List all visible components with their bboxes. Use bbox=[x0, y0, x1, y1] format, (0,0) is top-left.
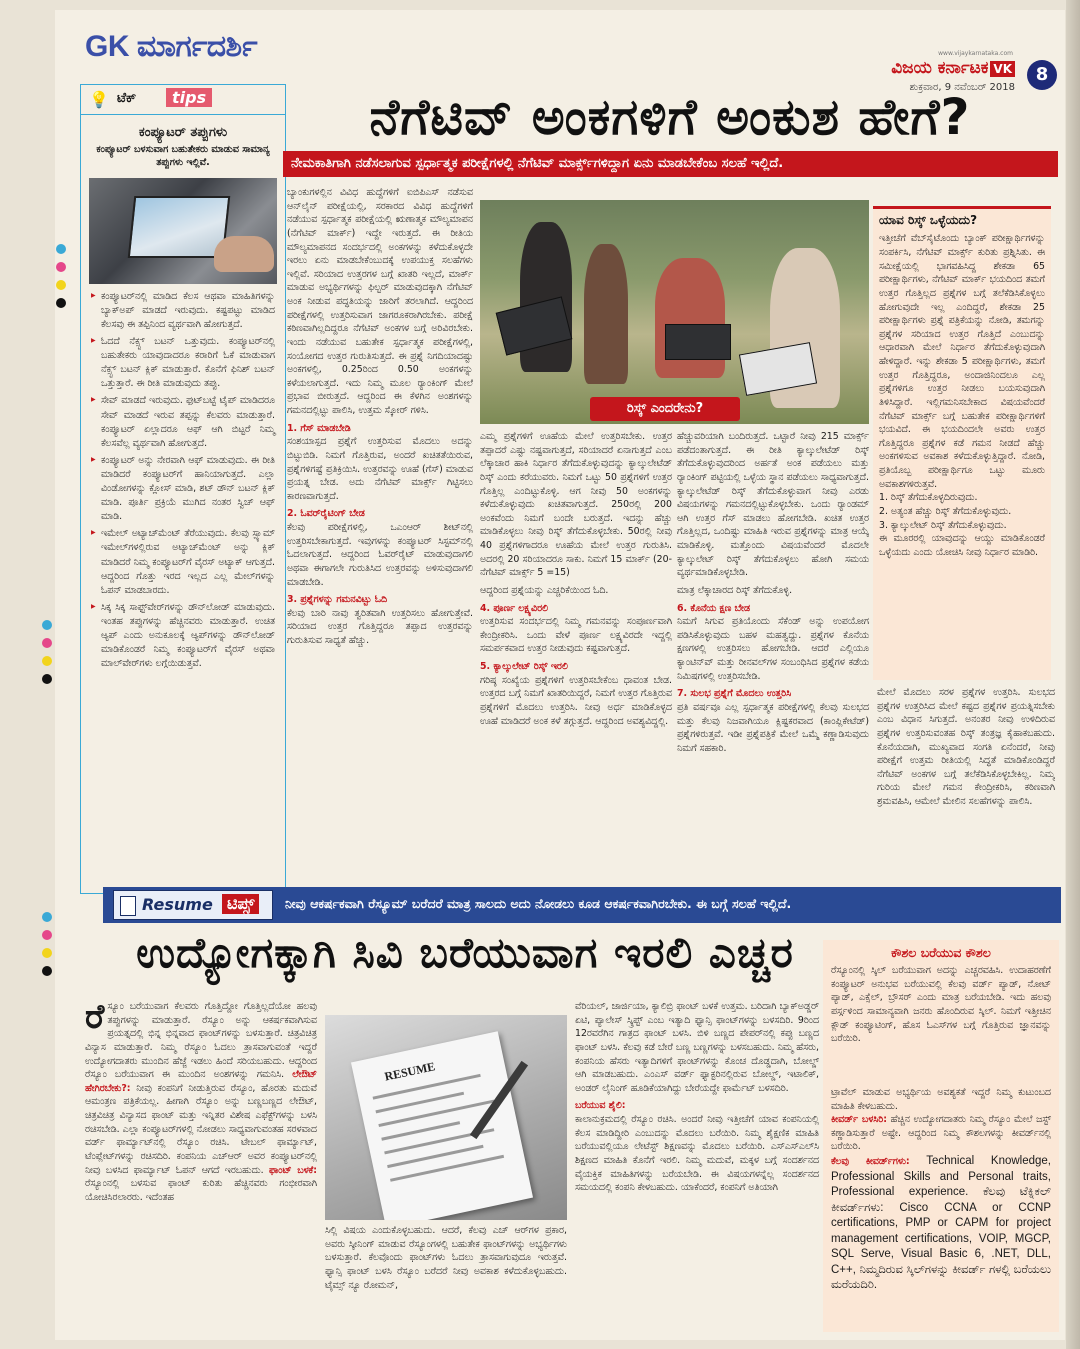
resume-headline: ಉದ್ಯೋಗಕ್ಕಾಗಿ ಸಿವಿ ಬರೆಯುವಾಗ ಇರಲಿ ಎಚ್ಚರ bbox=[136, 928, 794, 977]
resume-word: Resume bbox=[142, 895, 213, 914]
dropcap: ರೆ bbox=[85, 1000, 105, 1037]
document-icon bbox=[120, 896, 136, 916]
resume-column-3 bbox=[575, 1000, 819, 1332]
lightbulb-icon: 💡 bbox=[89, 90, 109, 109]
resume-tag bbox=[113, 890, 273, 920]
article-body: ಎಮ್ಮ ಪ್ರಶ್ನೆಗಳಿಗೆ ಊಹೆಯ ಮೇಲೆ ಉತ್ತರಿಸಬೇಕು. ಉತ್ತರ ತಪ್ಪಾದರೆ ಎಷ್ಟು ನಷ್ಟವಾಗುತ್ತದೆ, ಸರಿಯಾದರೆ ಏನಾಗುತ್ತದೆ ಎಂಬ ಲೆಕ್ಕಾಚಾರ ಹಾಕಿ ನಿರ್ಧಾರ ತೆಗೆದುಕೊಳ್ಳುವುದನ್ನು ಕ್ಯಾಲ್ಕುಲೇಟೆಡ್ ರಿಸ್ಕ್ ಎಂದು ಕರೆಯುವರು. ನಿಮಗೆ ಒಟ್ಟು 50 ಪ್ರಶ್ನೆಗಳಿಗೆ ಉತ್ತರ ಗೊತ್ತಿಲ್ಲ ಎಂದಿಟ್ಟುಕೊಳ್ಳಿ. ಆಗ ನೀವು 50 ಅಂಕಗಳನ್ನು ಕಳೆದುಕೊಳ್ಳುವುದು ಖಚಿತವಾಗುತ್ತದೆ. 250ರಲ್ಲಿ 200 ಅಂಕವೆಂದು ನಿಮಗೆ ಬಂದೇ ಬರುತ್ತದೆ. ಇದನ್ನು ಹೆಚ್ಚು ಮಾಡಿಕೊಳ್ಳಲು ನೀವು ರಿಸ್ಕ್ ತೆಗೆದುಕೊಳ್ಳಬೇಕು. 50ರಲ್ಲಿ ನೀವು 40 ಪ್ರಶ್ನೆಗಳಿಗಾದರೂ ಊಹೆಯ ಮೇಲೆ ಉತ್ತರ ಗುರುತಿಸಿ. ಅದರಲ್ಲಿ 20 ಸರಿಯಾದರೂ ಸಾಕು. ನಿಮಗೆ 15 ಮಾರ್ಕ್ (20-ನೆಗೆಟಿವ್ ಮಾರ್ಕ್ಸ್ 5 =15) bbox=[480, 431, 672, 579]
list-item: ▶ ಸೇವ್ ಮಾಡದೆ ಇರುವುದು. ಫುಟ್‌ಬಟ್ಟೆ ಟೈಪ್ ಮಾಡಿದರೂ ಸೇವ್ ಮಾಡದೆ ಇರುವ ತಪ್ಪನ್ನು ಕೆಲವರು ಮಾಡುತ್ತಾರೆ. ಕಂಪ್ಯೂಟರ್ ಏಲ್ಲಾದರೂ ಆಫ್ ಆಗಿ ಬಿಟ್ಟರೆ ನಿಮ್ಮ ಕೆಲಸವೆಲ್ಲ ವ್ಯರ್ಥವಾಗಿ ಹೋಗುತ್ತದೆ. bbox=[93, 394, 275, 450]
section-heading: 1. ಗೆಸ್ ಮಾಡಬೇಡಿ bbox=[287, 422, 351, 434]
list-item: ▶ ಕಂಪ್ಯೂಟರ್ ಅನ್ನು ನೇರವಾಗಿ ಆಫ್ ಮಾಡುವುದು. ಈ ರೀತಿ ಮಾಡಿದರೆ ಕಂಪ್ಯೂಟರ್‌ಗೆ ಹಾನಿಯಾಗುತ್ತದೆ. ಎಲ್ಲಾ ವಿಂಡೋಗಳನ್ನು ಕ್ಲೋಸ್ ಮಾಡಿ, ಶಟ್ ಡೌನ್ ಬಟನ್ ಕ್ಲಿಕ್ ಮಾಡಿ. ಪೂರ್ತಿ ಪ್ರಕ್ರಿಯೆ ಮುಗಿದ ನಂತರ ಸ್ವಿಚ್ ಆಫ್ ಮಾಡಿ. bbox=[93, 454, 275, 525]
sidebar-title: ಕಂಪ್ಯೂಟರ್ ತಪ್ಪುಗಳು bbox=[138, 125, 228, 140]
tek-label: ಟೆಕ್ bbox=[117, 91, 137, 106]
risk-box-body: ಇತ್ತೀಚೆಗೆ ವೆಬ್‌ಸೈಟೊಂದು ಬ್ಯಾಂಕ್ ಪರೀಕ್ಷಾರ್ಥಿಗಳನ್ನು ಸಂಪರ್ಕಿಸಿ, ನೆಗೆಟಿವ್ ಮಾರ್ಕ್ಸ್ ಕುರಿತು ಪ್ರಶ್ನಿಸಿತು. ಈ ಸಮೀಕ್ಷೆಯಲ್ಲಿ ಭಾಗವಹಿಸಿದ್ದ ಶೇಕಡಾ 65 ಪರೀಕ್ಷಾರ್ಥಿಗಳು, ನೆಗೆಟಿವ್ ಮಾರ್ಕ್ ಭಯದಿಂದ ತಮಗೆ ಉತ್ತರ ಗೊತ್ತಿಲ್ಲದ ಪ್ರಶ್ನೆಗಳ ಬಗ್ಗೆ ತಲೆಕೆಡಿಸಿಕೊಳ್ಳಲು ಹೋಗುವುದೇ ಇಲ್ಲ ಎಂದಿದ್ದರೆ, ಶೇಕಡಾ 25 ಪರೀಕ್ಷಾರ್ಥಿಗಳು ಪ್ರಶ್ನೆ ಪತ್ರಿಕೆಯನ್ನು ನೋಡಿ, ತಮಗನ್ನು ಪ್ರಶ್ನೆಗಳ ಸರಿಯಾದ ಉತ್ತರ ಗೊತ್ತಿದೆ ಎಂಬುದನ್ನು ಆಧಾರವಾಗಿ ಮೇಲೆ ನಿರ್ಧಾರ ತೆಗೆದುಕೊಳ್ಳುವುದಾಗಿ ಹೇಳಿದ್ದಾರೆ. ಇನ್ನು ಶೇಕಡಾ 5 ಪರೀಕ್ಷಾರ್ಥಿಗಳು, ತಮಗೆ ಉತ್ತರ ಗೊತ್ತಿದ್ದರೂ, ಅಂದಾಜಿನಿಂದಲೂ ಎಲ್ಲ ಪ್ರಶ್ನೆಗಳಿಗೂ ಉತ್ತರ ನೀಡಲು ಬಯಸುವುದಾಗಿ ತಿಳಿಸಿದ್ದಾರೆ. ಇಲ್ಲಿಗಮನಿಸಬೇಕಾದ ವಿಷಯವೆಂದರೆ ನೆಗೆಟಿವ್ ಮಾರ್ಕ್ಸ್ ಬಗ್ಗೆ ಬಹುತೇಕ ಪರೀಕ್ಷಾರ್ಥಿಗಳಿಗೆ ಭಯವಿದೆ. ಈ ಭಯದಿಂದಲೇ ಅವರು ಉತ್ತರ ಗೊತ್ತಿದ್ದರೂ ಪ್ರಶ್ನೆಗಳ ಕಡೆ ಗಮನ ನೀಡದೆ ಹೆಚ್ಚು ಅಂಕಗಳಿಸುವ ಅವಕಾಶ ಕಳೆದುಕೊಳ್ಳುತ್ತಿದ್ದಾರೆ. ನೋಡಿ, ಪ್ರತಿಯೊಬ್ಬ ಪರೀಕ್ಷಾರ್ಥಿಗೂ ಒಟ್ಟು ಮೂರು ಅವಕಾಶಗಳಿರುತ್ತವೆ. bbox=[879, 233, 1045, 490]
registration-dot bbox=[42, 912, 52, 922]
section-body: ರೆಸ್ಯೂಂನಲ್ಲಿ ಬಳಸುವ ಫಾಂಟ್ ಕುರಿತು ಹೆಚ್ಚಿನವರು ಗಂಭೀರವಾಗಿ ಯೋಚಿಸಿರಲಾರರು. ಇದೆಂತಹ bbox=[85, 1178, 317, 1203]
registration-dot bbox=[56, 280, 66, 290]
article-column-4 bbox=[877, 686, 1055, 884]
registration-dot bbox=[42, 656, 52, 666]
skills-body: ಟ್ರಾವೆಲ್ ಮಾಡುವ ಅಭ್ಯರ್ಥಿಯ ಅವಶ್ಯಕತೆ ಇದ್ದರೆ ನಿಮ್ಮ ಕುಟುಂಬದ ಮಾಹಿತಿ ಕೇಳಬಹುದು. bbox=[831, 1086, 1051, 1112]
section-heading: 5. ಕ್ಯಾಲ್ಕುಲೇಟ್ ರಿಸ್ಕ್ ಇರಲಿ bbox=[480, 661, 568, 672]
text-line bbox=[390, 1155, 504, 1182]
article-column-1 bbox=[287, 186, 473, 886]
main-subhead: ನೇಮಕಾತಿಗಾಗಿ ನಡೆಸಲಾಗುವ ಸ್ಪರ್ಧಾತ್ಮಕ ಪರೀಕ್ಷೆಗಳಲ್ಲಿ ನೆಗೆಟಿವ್ ಮಾರ್ಕ್ಸ್‌ಗಳಿದ್ದಾಗ ಏನು ಮಾಡಬೇಕೆಂಬ ಸಲಹೆ ಇಲ್ಲಿದೆ. bbox=[283, 151, 1058, 177]
risk-option: 1. ರಿಸ್ಕ್ ತೆಗೆದುಕೊಳ್ಳದಿರುವುದು. bbox=[879, 492, 978, 504]
registration-dot bbox=[42, 620, 52, 630]
skills-box-title: ಕೌಶಲ ಬರೆಯುವ ಕೌಶಲ bbox=[891, 945, 991, 960]
risk-option: 2. ಅತ್ಯಂತ ಹೆಚ್ಚು ರಿಸ್ಕ್ ತೆಗೆದುಕೊಳ್ಳುವುದು. bbox=[879, 505, 1012, 517]
tech-tips-sidebar bbox=[80, 84, 286, 894]
article-body: ಹೆಚ್ಚುವರಿಯಾಗಿ ಬಂದಿರುತ್ತದೆ. ಒಟ್ಟಾರೆ ನೀವು 215 ಮಾರ್ಕ್ಸ್ ಪಡೆದಂತಾಗುತ್ತದೆ. ಈ ರೀತಿ ಕ್ಯಾಲ್ಕುಲೇಟೆಡ್ ರಿಸ್ಕ್ ತೆಗೆದುಕೊಳ್ಳುವುದರಿಂದ ಅರ್ಹತೆ ಅಂಕ ಪಡೆಯಲು ಮತ್ತು ರ್‍ಯಾಂಕಿಂಗ್ ಪಟ್ಟಿಯಲ್ಲಿ ಒಳ್ಳೆಯ ಸ್ಥಾನ ಪಡೆಯಲು ಸಾಧ್ಯವಾಗುತ್ತದೆ. ಕ್ಯಾಲ್ಕುಲೇಟೆಡ್ ರಿಸ್ಕ್ ತೆಗೆದುಕೊಳ್ಳುವಾಗ ನೀವು ಎರಡು ವಿಷಯಗಳನ್ನು ಗಮನದಲ್ಲಿಟ್ಟುಕೊಳ್ಳಬೇಕು. ಒಂದು ರ್‍ಯಾಂಡಮ್ ಆಗಿ ಉತ್ತರ ಗೆಸ್ ಮಾಡಲು ಹೋಗಬೇಡಿ. ಖಚಿತ ಉತ್ತರ ಗೊತ್ತಿಲ್ಲದ, ಒಂದಿಷ್ಟು ಮಾಹಿತಿ ಇರುವ ಪ್ರಶ್ನೆಗಳನ್ನು ಮಾತ್ರ ಆಯ್ಕೆ ಮಾಡಿಕೊಳ್ಳಿ. ಮತ್ತೊಂದು ವಿಷಯವೆಂದರೆ ಮೊದಲೇ ಕ್ಯಾಲ್ಕುಲೇಟ್ ರಿಸ್ಕ್ ತೆಗೆದುಕೊಳ್ಳಲು ಹೋಗಿ ಸಮಯ ವ್ಯರ್ಥಮಾಡಿಕೊಳ್ಳಬೇಡಿ. bbox=[677, 431, 869, 579]
section-body: ಪ್ರತಿ ವರ್ಷವೂ ಎಲ್ಲ ಸ್ಪರ್ಧಾತ್ಮಕ ಪರೀಕ್ಷೆಗಳಲ್ಲಿ ಕೆಲವು ಸುಲಭದ ಮತ್ತು ಕೆಲವು ನಿಜವಾಗಿಯೂ ಕ್ಲಿಷ್ಟಕರವಾದ (ಕಾಂಪ್ಲಿಕೇಟೆಡ್) ಪ್ರಶ್ನೆಗಳಿರುತ್ತವೆ. ಇಡೀ ಪ್ರಶ್ನೆಪತ್ರಿಕೆ ಮೇಲೆ ಒಮ್ಮೆ ಕಣ್ಣಾಡಿಸುವುದು ನಿಮಗೆ ಸಹಕಾರಿ. bbox=[677, 701, 869, 754]
section-heading: 2. ಓವರ್‌ರೈಟಿಂಗ್ ಬೇಡ bbox=[287, 508, 365, 520]
skills-body: ರೆಸ್ಯೂಂನಲ್ಲಿ ಸ್ಕಿಲ್ ಬರೆಯುವಾಗ ಅದನ್ನು ಎಚ್ಚರವಹಿಸಿ. ಉದಾಹರಣೆಗೆ ಕಂಪ್ಯೂಟರ್ ಅನುಭವ ಬರೆಯುವಲ್ಲಿ ಕೆಲವು ವರ್ಡ್ ಪ್ಯಾಡ್, ನೋಟ್ ಪ್ಯಾಡ್, ಎಕ್ಸೆಲ್, ಬ್ರೌಸರ್ ಎಂದು ಮಾತ್ರ ಬರೆಯಬೇಡಿ. ಇದು ಹಲವು ಪರ್ಸ್ಗಳಿಂದ ಸಾಮಾನ್ಯವಾಗಿ ಜನರು ಹೊಂದಿರುವ ಸ್ಕಿಲ್. ನಿಮಗೆ ಇತ್ತೀಚಿನ ಕ್ಲೌಡ್ ಕಂಪ್ಯೂಟಿಂಗ್, ಹೊಸ ಓಎಸ್‌ಗಳ ಬಗ್ಗೆ ಗೊತ್ತಿರುವ ಜ್ಞಾನವನ್ನು ಬರೆಯಿರಿ. bbox=[831, 965, 1051, 1045]
student-figure bbox=[655, 258, 725, 378]
resume-sheet-title: RESUME bbox=[383, 1059, 437, 1084]
article-column-3 bbox=[677, 430, 869, 886]
section-body: ಹೆಚ್ಚಿನ ಉದ್ಯೋಗದಾತರು ನಿಮ್ಮ ರೆಸ್ಯೂಂ ಮೇಲೆ ಜಸ್ಟ್ ಕಣ್ಣಾಡಿಸುತ್ತಾರೆ ಅಷ್ಟೇ. ಆದ್ದರಿಂದ ನಿಮ್ಮ ಕೌಶಲಗಳನ್ನು ಕೀವರ್ಡ್‌ನಲ್ಲಿ ಬರೆಯಿರಿ. bbox=[831, 1114, 1051, 1153]
laptop-shape bbox=[665, 324, 731, 360]
registration-dot bbox=[42, 930, 52, 940]
section-heading: ಬರೆಯುವ ಶೈಲಿ: bbox=[575, 1100, 626, 1112]
registration-dot bbox=[42, 966, 52, 976]
laptop-photo bbox=[89, 178, 277, 284]
section-body: ಗರಿಷ್ಠ ಸಂಖ್ಯೆಯ ಪ್ರಶ್ನೆಗಳಿಗೆ ಉತ್ತರಿಸಬೇಕೆಂಬ ಧಾವಂತ ಬೇಡ. ಉತ್ತರದ ಬಗ್ಗೆ ನಿಮಗೆ ಖಾತರಿಯಿದ್ದರೆ, ನಿಮಗೆ ಉತ್ತರ ಗೊತ್ತಿರುವ ಪ್ರಶ್ನೆಗಳಿಗೆ ಮೊದಲು ಉತ್ತರಿಸಿ. ನೀವು ಅರ್ಧ ಮಾಡಿಕೊಳ್ಳದ ಊಹೆ ಮಾಡಿದರೆ ಅಂಕ ಕಳೆ ತಗ್ಗುತ್ತದೆ. ಆದ್ದರಿಂದ ಅವಶ್ಯವಿದ್ದಲ್ಲಿ. bbox=[480, 674, 672, 727]
section-heading: ಕೀವರ್ಡ್ ಬಳಸಿರಿ: bbox=[831, 1114, 887, 1126]
list-item: ▶ ಓದದೆ ನೆಕ್ಸ್ಟ್ ಬಟನ್ ಒತ್ತುವುದು. ಕಂಪ್ಯೂಟರ್‌ನಲ್ಲಿ ಬಹುತೇಕರು ಯಾವುದಾದರೂ ಕರಾರಿಗೆ ಓಕೆ ಮಾಡುವಾಗ ನೆಕ್ಸ್ಟ್ ಬಟನ್ ಕ್ಲಿಕ್ ಮಾಡುತ್ತಾರೆ. ಕೊನೆಗೆ ಫಿನಿಶ್ ಬಟನ್ ಒತ್ತುತ್ತಾರೆ. ಈ ರೀತಿ ಮಾಡುವುದು ತಪ್ಪು. bbox=[93, 335, 275, 391]
hand-shape bbox=[214, 236, 274, 272]
page-number: 8 bbox=[1027, 60, 1057, 90]
risk-box bbox=[873, 206, 1051, 680]
registration-dot bbox=[56, 262, 66, 272]
resume-photo bbox=[325, 1015, 567, 1220]
newspaper-page bbox=[55, 10, 1065, 1340]
newspaper-name: ವಿಜಯ ಕರ್ನಾಟಕ VK bbox=[891, 58, 1015, 78]
section-heading: 7. ಸುಲಭ ಪ್ರಶ್ನೆಗೆ ಮೊದಲು ಉತ್ತರಿಸಿ bbox=[677, 688, 792, 700]
site-url: www.vijaykarnataka.com bbox=[938, 50, 1013, 57]
section-heading: 4. ಪೂರ್ಣ ಲಕ್ಷ್ಯವಿರಲಿ bbox=[480, 602, 549, 614]
section-title: GK ಮಾರ್ಗದರ್ಶಿ bbox=[85, 30, 258, 63]
registration-dot bbox=[56, 298, 66, 308]
section-body: ನೀವು ಕಂಪನಿಗೆ ನೀಡುತ್ತಿರುವ ರೆಸ್ಯೂಂ, ಹೊರತು ಮದುವೆ ಆಮಂತ್ರಣ ಪತ್ರಿಕೆಯಲ್ಲ. ಹೀಗಾಗಿ ರೆಸ್ಯೂಂ ಅನ್ನು ಬಣ್ಣಬಣ್ಣದ ಲೇಔಟ್, ಚಿತ್ರವಿಚಿತ್ರ ವಿನ್ಯಾಸದ ಫಾಂಟ್ ಮತ್ತು ಇನ್ನಿತರ ವಿಶೇಷ ಎಫೆಕ್ಟ್‌ಗಳನ್ನು ಬಳಸಿ ರಚಿಸಬೇಡಿ. ಎಲ್ಲಾ ಕಂಪ್ಯೂಟರ್‌ಗಳಲ್ಲಿ ನೋಡಲು ಸಾಧ್ಯವಾಗುವಂತಹ ಸರಳವಾದ ವರ್ಡ್ ಫಾರ್ಮ್ಯಾಟ್‌ನಲ್ಲಿ ರೆಸ್ಯೂಂ ರಚಿಸಿ. ಟೇಬಲ್ ಫಾರ್ಮ್ಯಾಟ್, ಟೆಂಪ್ಲೇಟ್‌ಗಳನ್ನು ರಚಿಸದಿರಿ. ಕಂಪನಿಯ ಎಚ್‌ಆರ್ ಅವರ ಕಂಪ್ಯೂಟರ್‌ನಲ್ಲಿ ನೀವು ಬಳಸಿದ ಫಾರ್ಮ್ಯಾಟ್ ಓಪನ್ ಆಗದೆ ಇರಬಹುದು. bbox=[85, 1082, 317, 1176]
section-body: ಕೆಲವು ಪರೀಕ್ಷೆಗಳಲ್ಲಿ, ಒಎಂಆರ್ ಶೀಟ್‌ನಲ್ಲಿ ಉತ್ತರಿಸಬೇಕಾಗುತ್ತದೆ. ಇವುಗಳನ್ನು ಕಂಪ್ಯೂಟರ್ ಸಿಸ್ಟಮ್‌ನಲ್ಲಿ ಓದಲಾಗುತ್ತದೆ. ಆದ್ದರಿಂದ ಓವರ್‌ರೈಟ್ ಮಾಡುವುದಾಗಲಿ ಅಥವಾ ಈಗಾಗಲೇ ಗುರುತಿಸಿದ ಉತ್ತರವನ್ನು ಅಳಿಸುವುದಾಗಲಿ ಮಾಡಬೇಡಿ. bbox=[287, 522, 473, 588]
registration-dot bbox=[42, 638, 52, 648]
section-heading: 3. ಪ್ರಶ್ನೆಗಳನ್ನು ಗಮನವಿಟ್ಟು ಓದಿ bbox=[287, 594, 388, 606]
risk-option: 3. ಕ್ಯಾಲ್ಕುಲೇಟ್ ರಿಸ್ಕ್ ತೆಗೆದುಕೊಳ್ಳುವುದು. bbox=[879, 519, 1007, 531]
article-body: ಮೇಲೆ ಮೊದಲು ಸರಳ ಪ್ರಶ್ನೆಗಳ ಉತ್ತರಿಸಿ. ಸುಲಭದ ಪ್ರಶ್ನೆಗಳ ಉತ್ತರಿಸಿದ ಮೇಲೆ ಕಷ್ಟದ ಪ್ರಶ್ನೆಗಳ ಪ್ರಯತ್ನಿಸಬೇಕು ಎಂಬ ವಿಧಾನ ಸಿಗುತ್ತದೆ. ಅನಂತರ ನೀವು ಉಳಿದಿರುವ ಪ್ರಶ್ನೆಗಳ ಉತ್ತರಿಸುವಂತಹ ರಿಸ್ಕ್ ತಂತ್ರಜ್ಞ ಕೈಹಾಕಬಹುದು. ಕೊನೆಯದಾಗಿ, ಮುಖ್ಯವಾದ ಸಂಗತಿ ಏನೆಂದರೆ, ನೀವು ಪರೀಕ್ಷೆಗೆ ಉತ್ತಮ ರೀತಿಯಲ್ಲಿ ಸಿದ್ಧತೆ ಮಾಡಿಕೊಂಡಿದ್ದರೆ ನೆಗೆಟಿವ್ ಅಂಕಗಳ ಬಗ್ಗೆ ತಲೆಕೆಡಿಸಿಕೊಳ್ಳಬೇಕಿಲ್ಲ. ನಿಮ್ಮ ಗುರಿಯ ಮೇಲೆ ಗಮನ ಕೇಂದ್ರೀಕರಿಸಿ, ಕಠಿಣವಾಗಿ ಶ್ರಮವಹಿಸಿ, ಆಮೇಲೆ ಮೇಲಿನ ಸಲಹೆಗಳನ್ನು ಪಾಲಿಸಿ. bbox=[877, 687, 1055, 807]
risk-box-title: ಯಾವ ರಿಸ್ಕ್ ಒಳ್ಳೆಯದು? bbox=[879, 213, 978, 227]
skills-box bbox=[823, 940, 1059, 1332]
section-body: ಉತ್ತರಿಸುವ ಸಂದರ್ಭದಲ್ಲಿ ನಿಮ್ಮ ಗಮನವನ್ನು ಸಂಪೂರ್ಣವಾಗಿ ಕೇಂದ್ರೀಕರಿಸಿ. ಒಂದು ವೇಳೆ ಪೂರ್ಣ ಲಕ್ಷ್ಯವಿರದೇ ಇದ್ದಲ್ಲಿ ಸಮರ್ಪಕವಾದ ಉತ್ತರ ನೀಡುವುದು ಕಷ್ಟವಾಗುತ್ತದೆ. bbox=[480, 616, 672, 655]
resume-column-1 bbox=[85, 1000, 317, 1330]
tips-banner bbox=[81, 85, 285, 115]
resume-subhead: ನೀವು ಆಕರ್ಷಕವಾಗಿ ರೆಸ್ಯೂಮ್ ಬರೆದರೆ ಮಾತ್ರ ಸಾಲದು ಅದು ನೋಡಲು ಕೂಡ ಆಕರ್ಷಕವಾಗಿರಬೇಕು. ಈ ಬಗ್ಗೆ ಸಲಹೆ ಇಲ್ಲಿದೆ. bbox=[285, 896, 792, 911]
main-headline: ನೆಗೆಟಿವ್ ಅಂಕಗಳಿಗೆ ಅಂಕುಶ ಹೇಗೆ? bbox=[369, 88, 971, 146]
section-heading: ಕೆಲವು ಕೀವರ್ಡ್‌ಗಳು: bbox=[831, 1156, 910, 1167]
sidebar-list bbox=[81, 290, 285, 672]
page-edge bbox=[1066, 0, 1080, 1349]
section-heading: ಲೇಔಟ್ ಹೇಗಿರಬೇಕು?: bbox=[85, 1069, 317, 1094]
section-heading: ಫಾಂಟ್ ಬಳಕೆ: bbox=[268, 1164, 317, 1176]
registration-dot bbox=[42, 674, 52, 684]
list-item: ▶ ಸಿಕ್ಕ ಸಿಕ್ಕ ಸಾಫ್ಟ್‌ವೇರ್‌ಗಳನ್ನು ಡೌನ್‌ಲೋಡ್ ಮಾಡುವುದು. ಇಂತಹ ತಪ್ಪುಗಳನ್ನು ಹೆಚ್ಚಿನವರು ಮಾಡುತ್ತಾರೆ. ಉಚಿತ ಆ್ಯಪ್ ಎಂದು ಅನುಕೂಲಕ್ಕೆ ಆ್ಯಪ್‌ಗಳನ್ನು ಡೌನ್‌ಲೋಡ್ ಮಾಡಿಕೊಂಡರೆ ನಿಮ್ಮ ಕಂಪ್ಯೂಟರ್‌ಗೆ ವೈರಸ್ ಅಥವಾ ಮಾಲ್‌ವೇರ್‌ಗಳು ಲಗ್ಗೆಯಿಡುತ್ತವೆ. bbox=[93, 601, 275, 672]
registration-dot bbox=[42, 948, 52, 958]
photo-caption: ರಿಸ್ಕ್ ಎಂದರೇನು? bbox=[590, 397, 740, 421]
article-column-2 bbox=[480, 430, 672, 886]
resume-column-2 bbox=[325, 1224, 567, 1332]
sidebar-intro: ಕಂಪ್ಯೂಟರ್ ಬಳಸುವಾಗ ಬಹುತೇಕರು ಮಾಡುವ ಸಾಮಾನ್ಯ ತಪ್ಪುಗಳು ಇಲ್ಲಿವೆ. bbox=[96, 144, 270, 168]
student-figure bbox=[584, 244, 628, 384]
section-body: ಸಂಶಯಾಸ್ಪದ ಪ್ರಶ್ನೆಗೆ ಉತ್ತರಿಸುವ ಮೊದಲು ಅದನ್ನು ಬಿಟ್ಟುಬಿಡಿ. ನಿಮಗೆ ಗೊತ್ತಿರುವ, ಅಂದರೆ ಖಚಿತತೆಯಿರುವ, ಪ್ರಶ್ನೆಗಳಿಗಷ್ಟೆ ಪ್ರತಿಕ್ರಿಯಿಸಿ. ಉತ್ತರವನ್ನು ಊಹೆ (ಗೆಸ್) ಮಾಡುವ ಪ್ರಯತ್ನ ಬೇಡ. ಅದು ನೆಗೆಟಿವ್ ಮಾರ್ಕ್ಸ್ ಗಿಟ್ಟಿಸಲು ಕಾರಣವಾಗುತ್ತದೆ. bbox=[287, 436, 473, 502]
resume-sheet bbox=[351, 1031, 533, 1220]
students-photo bbox=[480, 200, 869, 424]
article-body: ಆದ್ದರಿಂದ ಪ್ರಶ್ನೆಯನ್ನು ಎಚ್ಚರಿಕೆಯಿಂದ ಓದಿ. bbox=[480, 584, 609, 596]
article-body: ಸಿಲ್ಲಿ ವಿಷಯ ಎಂದುಕೊಳ್ಳಬಹುದು. ಆದರೆ, ಕೆಲವು ಎಚ್ ಆರ್‌ಗಳ ಪ್ರಕಾರ, ಅವರು ಸ್ಕೀನಿಂಗ್ ಮಾಡುವ ರೆಸ್ಯೂಂಗಳಲ್ಲಿ ಬಹುತೇಕ ಫಾಂಟ್‌ಗಳನ್ನು ಅಭ್ಯರ್ಥಿಗಳು ಬಳಸುತ್ತಾರೆ. ಕೆಲವೊಂದು ಫಾಂಟ್‌ಗಳು ಓದಲು ತ್ರಾಸವಾಗುವುದೂ ಇರುತ್ತವೆ. ಫ್ಯಾನ್ಸಿ ಫಾಂಟ್ ಬಳಸಿ ರೆಸ್ಯೂಂ ಬರೆದರೆ ನೀವು ಅವಕಾಶ ಕಳೆದುಕೊಳ್ಳಬಹುದು. ಟೈಮ್ಸ್ ನ್ಯೂ ರೋಮನ್, bbox=[325, 1225, 567, 1291]
section-body: Technical Knowledge, Professional Skills and Personal traits, Professional experience. ಕೆಲವು ಟೆಕ್ನಿಕಲ್ ಕೀವರ್ಡ್‌ಗಳು: Cisco CCNA or CCNP certifications, PMP or CAPM for project management certifications, VOIP, MGCP, SQL Serve, Visual Basic 6, .NET, DLL, C++, ನಿಮ್ಮದಿರುವ ಸ್ಕಿಲ್‌ಗಳನ್ನು ಕೀವರ್ಡ್ ಗಳಲ್ಲಿ ಬರೆಯಲು ಮರೆಯದಿರಿ. bbox=[831, 1155, 1051, 1292]
risk-box-end: ಈ ಮೂರರಲ್ಲಿ ಯಾವುದನ್ನು ಆಯ್ದು ಮಾಡಿಕೊಂಡರೆ ಒಳ್ಳೆಯದು ಎಂದು ಯೋಚಿಸಿ ನೀವು ನಿರ್ಧಾರ ಮಾಡಿರಿ. bbox=[879, 533, 1045, 558]
dateline: ಶುಕ್ರವಾರ, 9 ನವೆಂಬರ್ 2018 bbox=[909, 82, 1015, 93]
tips-word: ಟಿಪ್ಸ್ bbox=[222, 894, 259, 914]
article-body: ಮಾತ್ರ ಲೆಕ್ಕಾಚಾರದ ರಿಸ್ಕ್ ತೆಗೆದುಕೊಳ್ಳಿ. bbox=[677, 584, 793, 596]
list-item: ▶ ಇಮೇಲ್ ಅಟ್ಯಾಚ್‌ಮೆಂಟ್ ತೆರೆಯುವುದು. ಕೆಲವು ಸ್ಪ್ಯಾಮ್ ಇಮೇಲ್‌ಗಳಲ್ಲಿರುವ ಅಟ್ಯಾಚ್‌ಮೆಂಟ್ ಅನ್ನು ಕ್ಲಿಕ್ ಮಾಡಿದರೆ ನಿಮ್ಮ ಕಂಪ್ಯೂಟರ್‌ಗೆ ವೈರಸ್ ಅಟ್ಯಾಕ್ ಆಗುತ್ತದೆ. ಆದ್ದರಿಂದ ಗೊತ್ತು ಇರದ ಇಲ್ಲದ ಎಲ್ಲ ಮೇಲ್‌ಗಳನ್ನು ಓಪನ್ ಮಾಡಬಾರದು. bbox=[93, 527, 275, 598]
article-body: ವೆರಿಯಲ್, ಜಾರ್ಜಿಯಾ, ಕ್ಯಾಲಿಬ್ರಿ ಫಾಂಟ್ ಬಳಕೆ ಉತ್ತಮ. ಬರಿದಾಗಿ ಬ್ಯಾಕ್‌ಅಡ್ಡರ್ ಏಟಿ, ಪ್ಯಾಲೇಸ್ ಸ್ಕ್ರಿಪ್ಟ್ ಎಂಬ ಇತ್ಯಾದಿ ಫ್ಯಾನ್ಸಿ ಫಾಂಟ್‌ಗಳನ್ನು ಬಳಸದಿರಿ. 9ರಿಂದ 12ರವರೆಗಿನ ಗಾತ್ರದ ಫಾಂಟ್ ಬಳಸಿ. ಬಿಳಿ ಬಣ್ಣದ ಪೇಪರ್‌ನಲ್ಲಿ ಕಪ್ಪು ಬಣ್ಣದ ಫಾಂಟ್ ಬಳಸಿ. ಕೆಲವು ಕಡೆ ಬೇರೆ ಬಣ್ಣ ಬಣ್ಣಗಳನ್ನು ಬಳಸಬಹುದು. ನಿಮ್ಮ ಹೆಸರು, ಕಂಪನಿಯ ಹೆಸರು ಇತ್ಯಾದಿಗಳಿಗೆ ಫಾಂಟ್‌ಗಳನ್ನು ಕೊಂಚ ದೊಡ್ಡದಾಗಿ, ಬೋಲ್ಡ್ ಆಗಿ ಮಾಡಬಹುದು. ಎಂಎಸ್ ವರ್ಡ್ ಫ್ಯಾಕ್ಟರಿನಲ್ಲಿರುವ ಬೋಲ್ಡ್, ಇಟಾಲಿಕ್, ಅಂಡರ್ ಲೈನಿಂಗ್ ಹೂಡಿಕೆಯಾಗಿದ್ದು ಬೇರೆಯದ್ದೇ ಫಾರ್ಮೆಟ್ ಬಳಸದಿರಿ. bbox=[575, 1001, 819, 1094]
list-item: ▶ ಕಂಪ್ಯೂಟರ್‌ನಲ್ಲಿ ಮಾಡಿದ ಕೆಲಸ ಆಥವಾ ಮಾಹಿತಿಗಳನ್ನು ಬ್ಯಾಕ್‌ಅಪ್ ಮಾಡದೆ ಇರುವುದು. ಕಷ್ಟಪಟ್ಟು ಮಾಡಿದ ಕೆಲಸವು ಈ ತಪ್ಪಿನಿಂದ ವ್ಯರ್ಥವಾಗಿ ಹೋಗುತ್ತದೆ. bbox=[93, 290, 275, 332]
section-heading: 6. ಕೊನೆಯ ಕ್ಷಣ ಬೇಡ bbox=[677, 602, 750, 614]
article-body: ಬ್ಯಾಂಕುಗಳಲ್ಲಿನ ವಿವಿಧ ಹುದ್ದೆಗಳಿಗೆ ಐಬಿಪಿಎಸ್ ನಡೆಸುವ ಆನ್‌ಲೈನ್ ಪರೀಕ್ಷೆಯಲ್ಲಿ, ಸರಕಾರದ ವಿವಿಧ ಹುದ್ದೆಗಳಿಗೆ ನಡೆಯುವ ಸ್ಪರ್ಧಾತ್ಮಕ ಪರೀಕ್ಷೆಯಲ್ಲಿ ಋಣಾತ್ಮಕ ಮೌಲ್ಯಮಾಪನ (ನೆಗೆಟಿವ್ ಮಾರ್ಕ್) ಇದ್ದೇ ಇರುತ್ತದೆ. ಈ ರೀತಿಯ ಮೌಲ್ಯಮಾಪನದ ಸಂದರ್ಭದಲ್ಲಿ ಅಂಕಗಳನ್ನು ಕಳೆದುಕೊಳ್ಳದೇ ಇರಲು ಏನು ಮಾಡಬೇಕೆಂಬುದಕ್ಕೆ ಉಪಯುಕ್ತ ಸಲಹೆಗಳು ಇಲ್ಲಿವೆ. ಸರಿಯಾದ ಉತ್ತರಗಳ ಬಗ್ಗೆ ಖಾತರಿ ಇಲ್ಲದೆ, ಮಾರ್ಕ್ ಮಾಡುವ ಅಭ್ಯರ್ಥಿಗಳನ್ನು ಫಿಲ್ಟರ್ ಮಾಡುವುದಕ್ಕಾಗಿ ನೆಗೆಟಿವ್ ಅಂಕ ನೀಡುವ ಪದ್ಧತಿಯನ್ನು ಜಾರಿಗೆ ತರಲಾಗಿದೆ. ಆದ್ದರಿಂದ ಪರೀಕ್ಷೆಗಳಲ್ಲಿ ಉತ್ತರಿಸುವಾಗ ಜಾಗರೂಕರಾಗಿರಬೇಕು. ಪರೀಕ್ಷೆ ಕಠಿಣವಾಗಿಲ್ಲದಿದ್ದರೂ ನೆಗೆಟಿವ್ ಅಂಕಗಳ ಬಗ್ಗೆ ಅರಿವಿರಬೇಕು. ಇಂದು ನಡೆಯುವ ಬಹುತೇಕ ಸ್ಪರ್ಧಾತ್ಮಕ ಪರೀಕ್ಷೆಗಳಲ್ಲಿ, ಸಂಯೋಗದ ಉತ್ತರ ಗುರುತಿಸುತ್ತದೆ. ಈ ಪ್ರಶ್ನೆ ನಿಗದಿಯಾದಷ್ಟು ಅಂಕಗಳಲ್ಲಿ, 0.25ರಿಂದ 0.50 ಅಂಕಗಳನ್ನು ಕಳೆಯಲಾಗುತ್ತದೆ. ಇದು ನಿಮ್ಮ ಮೂಲ ರ್‍ಯಾಂಕಿಂಗ್ ಮೇಲೆ ಪ್ರಭಾವ ಬೀರುತ್ತದೆ. ಆದ್ದರಿಂದ ಈ ಕೆಳಗಿನ ಅಂಶಗಳನ್ನು ಗಮನದಲ್ಲಿಟ್ಟು ಪಾಲಿಸಿ, ಉತ್ತಮ ಸ್ಕೋರ್ ಗಳಿಸಿ. bbox=[287, 187, 473, 416]
section-body: ನಿಮಗೆ ಸಿಗುವ ಪ್ರತಿಯೊಂದು ಸೆಕೆಂಡ್ ಅನ್ನು ಉಪಯೋಗ ಪಡಿಸಿಕೊಳ್ಳುವುದು ಬಹಳ ಮಹತ್ವದ್ದು. ಪ್ರಶ್ನೆಗಳ ಕೊನೆಯ ಕ್ಷಣಗಳಲ್ಲಿ ಉತ್ತರಿಸಲು ಹೋಗಬೇಡಿ. ಆದರೆ ಎಲ್ಲಿಯೂ ಕ್ಯಾಂಟಿನ್‌ವ್‌ ಮತ್ತು ರೀನವಲ್‌ಗಳ ಸಂಬಂಧಿಸಿದ ಪ್ರಶ್ನೆಗಳ ಕಡೆಯ ನಿಮಿಷಗಳಲ್ಲಿ ಉತ್ತರಿಸಬೇಡಿ. bbox=[677, 616, 869, 682]
section-body: ಕಾಲಾನುಕ್ರಮದಲ್ಲಿ ರೆಸ್ಯೂಂ ರಚಿಸಿ. ಅಂದರೆ ನೀವು ಇತ್ತೀಚೆಗೆ ಯಾವ ಕಂಪನಿಯಲ್ಲಿ ಕೆಲಸ ಮಾಡಿದ್ದೀರಿ ಎಂಬುದನ್ನು ಮೊದಲು ಬರೆಯಿರಿ. ನಿಮ್ಮ ಶೈಕ್ಷಣಿಕ ಮಾಹಿತಿ ಬರೆಯುವಲ್ಲಿಯೂ ಲೇಟೆಸ್ಟ್ ಶಿಕ್ಷಣವನ್ನು ಮೊದಲು ಬರೆಯಿರಿ. ಎಸ್‌ಎಸ್‌ಎಲ್‌ಸಿ ಶಿಕ್ಷಣದ ಮಾಹಿತಿ ಕೊನೆಗೆ ಇರಲಿ. ನಿಮ್ಮ ಮದುವೆ, ಮಕ್ಕಳ ಬಗ್ಗೆ ಸಂದರ್ಶನದ ವೈಯಕ್ತಿಕ ಮಾಹಿತಿಗಳನ್ನು ಬರೆಯಬೇಡಿ. ಈ ವಿಷಯಗಳನ್ನೆಲ್ಲ ಸಂದರ್ಶನದ ಸಮಯದಲ್ಲಿ ಕಂಪನಿ ಕೇಳಬಹುದು. ಯಾಕೆಂದರೆ, ಕಂಪನಿಗೆ ಅತಿಯಾಗಿ bbox=[575, 1114, 819, 1194]
resume-tips-banner bbox=[103, 887, 1061, 923]
article-body: ಸ್ಯೂಂ ಬರೆಯುವಾಗ ಕೆಲವರು ಗೊತ್ತಿದ್ದೋ ಗೊತ್ತಿಲ್ಲದೆಯೋ ಹಲವು ತಪ್ಪುಗಳನ್ನು ಮಾಡುತ್ತಾರೆ. ರೆಸ್ಯೂಂ ಅನ್ನು ಆಕರ್ಷಕವಾಗಿಸುವ ಪ್ರಯತ್ನದಲ್ಲಿ ಭಿನ್ನ ಭಿನ್ನವಾದ ಫಾಂಟ್‌ಗಳನ್ನು ಬಳಸುತ್ತಾರೆ. ಚಿತ್ರವಿಚಿತ್ರ ವಿನ್ಯಾಸ ಮಾಡುತ್ತಾರೆ. ನಿಮ್ಮ ರೆಸ್ಯೂಂ ಓದಲು ತ್ರಾಸವಾಗುವಂತೆ ಇದ್ದರೆ ಉದ್ಯೋಗದಾತರು ಮುಂದಿನ ಹೆಜ್ಜೆ ಇಡಲು ಹಿಂದೆ ಸರಿಯಬಹುದು. ಆದ್ದರಿಂದ ರೆಸ್ಯೂಂ ಬರೆಯುವಾಗ ಈ ಮುಂದಿನ ಅಂಶಗಳನ್ನು ಗಮನಿಸಿ. bbox=[85, 1001, 317, 1081]
section-body: ಕೆಲವು ಬಾರಿ ನಾವು ತ್ವರಿತವಾಗಿ ಉತ್ತರಿಸಲು ಹೋಗುತ್ತೇವೆ. ಸರಿಯಾದ ಉತ್ತರ ಗೊತ್ತಿದ್ದರೂ ತಪ್ಪಾದ ಉತ್ತರವನ್ನು ಗುರುತಿಸುವ ಸಾಧ್ಯತೆ ಹೆಚ್ಚು. bbox=[287, 607, 473, 646]
tips-label: tips bbox=[166, 88, 212, 107]
registration-dot bbox=[56, 244, 66, 254]
newspaper-badge: VK bbox=[990, 61, 1015, 77]
